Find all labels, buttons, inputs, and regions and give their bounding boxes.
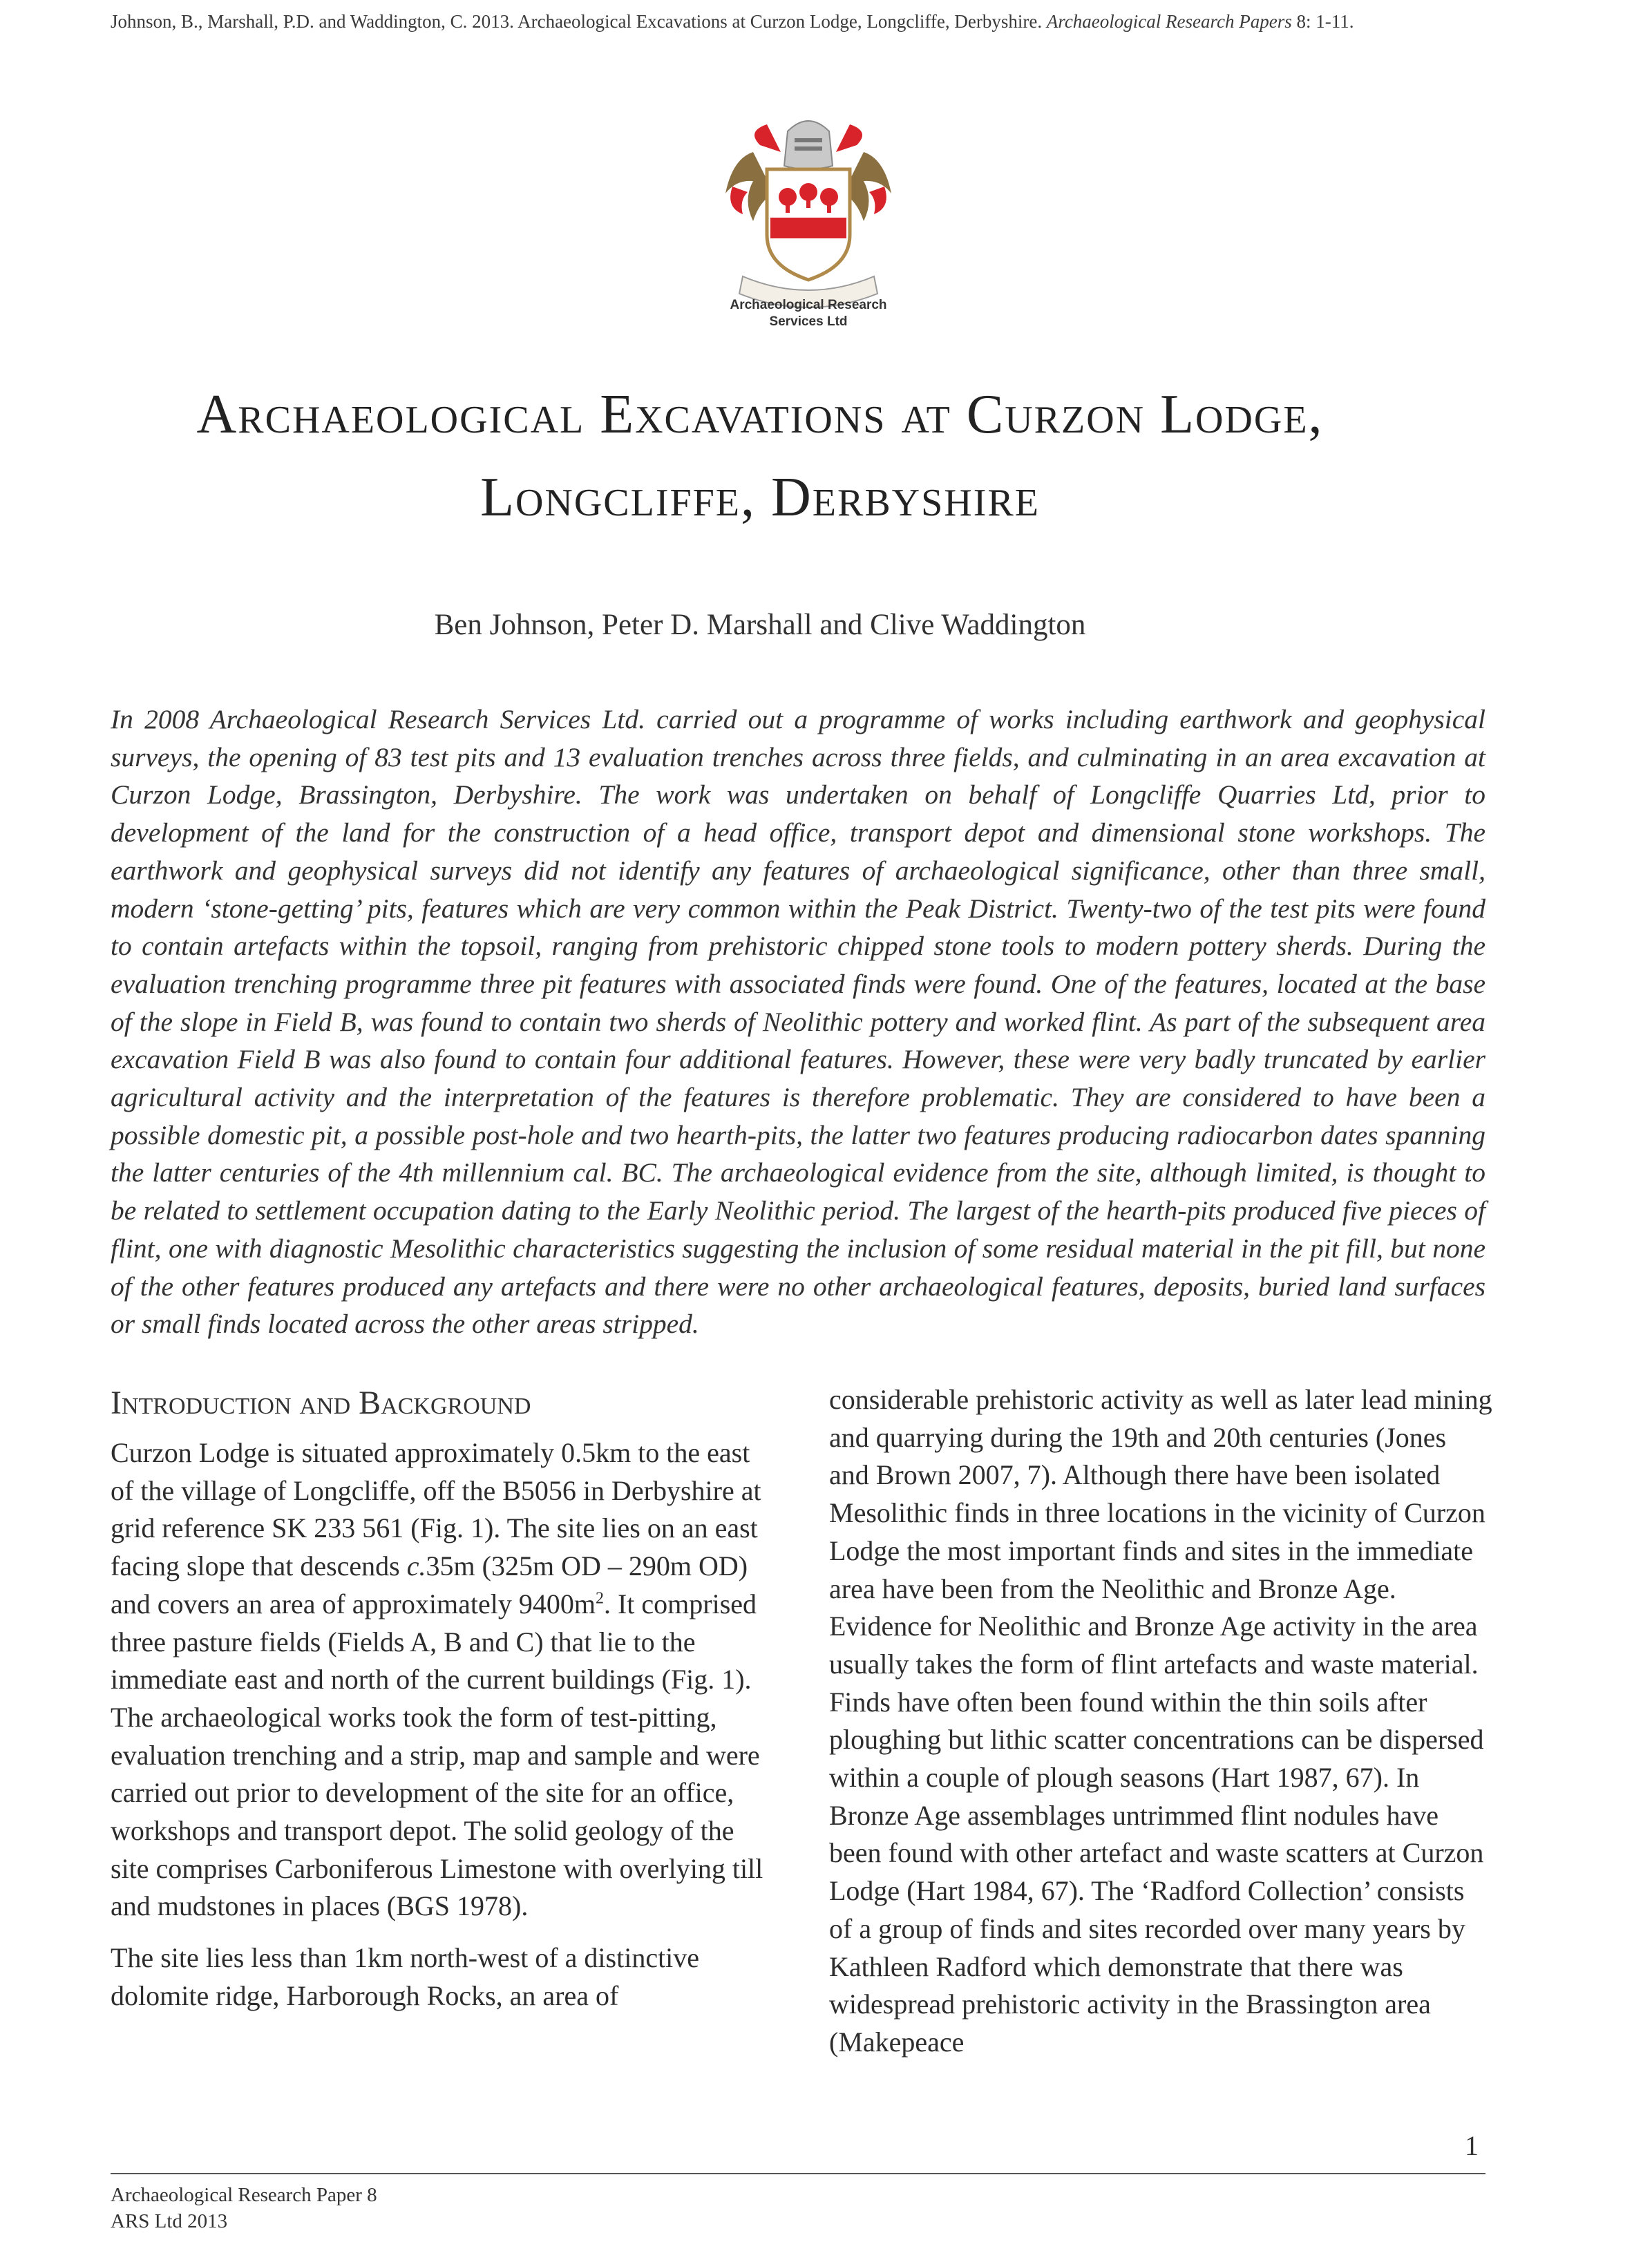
body-column-left xyxy=(111,1380,774,2029)
logo-caption-line1: Archaeological Research xyxy=(730,298,887,312)
section-heading-introduction: Introduction and Background xyxy=(111,1385,531,1421)
intro-paragraph-2: The site lies less than 1km north-west of a distinctive dolomite ridge, Harborough Rocks, an area of xyxy=(111,1942,700,2011)
text-run: . It comprised three pasture fields (Fields A, B and C) that lie to the immediate east and north of the current buildings (Fig. 1). The archaeological works took the form of test-pitting, evaluation trenching and a strip, map and sample and were carried out prior to development of the site for an office, workshops and transport depot. The solid geology of the site comprises Carboniferous Limestone with overlying till and mudstones in places (BGS 1978). xyxy=(111,1588,763,1922)
authors: Ben Johnson, Peter D. Marshall and Clive Waddington xyxy=(434,609,1086,641)
logo-caption-line2: Services Ltd xyxy=(769,314,848,329)
citation-header xyxy=(111,7,1485,36)
footer-line1: Archaeological Research Paper 8 xyxy=(111,2184,377,2206)
text-run: Curzon Lodge is situated approximately 0.5km to the east of the village of Longcliffe, off the B5056 in Derbyshire at grid reference SK 233 561 (Fig. 1). The site lies on an east facing slope that descends xyxy=(111,1437,761,1582)
paper-title xyxy=(69,373,1451,539)
title-line1: Archaeological Excavations at Curzon Lodge, xyxy=(196,384,1324,445)
footer-line2: ARS Ltd 2013 xyxy=(111,2210,228,2232)
footer-divider xyxy=(111,2173,1485,2174)
citation-text: Johnson, B., Marshall, P.D. and Waddington, C. 2013. Archaeological Excavations at Curzon Lodge, Longcliffe, Derbyshire. xyxy=(111,11,1043,32)
abstract: In 2008 Archaeological Research Services Ltd. carried out a programme of works including earthwork and geophysical surveys, the opening of 83 test pits and 13 evaluation trenches across three fields, and culminating in an area excavation at Curzon Lodge, Brassington, Derbyshire. The work was undertaken on behalf of Longcliffe Quarries Ltd, prior to development of the land for the construction of a head office, transport depot and dimensional stone workshops. The earthwork and geophysical surveys did not identify any features of archaeological significance, other than three small, modern ‘stone-getting’ pits, features which are very common within the Peak District. Twenty-two of the test pits were found to contain artefacts within the topsoil, ranging from prehistoric chipped stone tools to modern pottery sherds. During the evaluation trenching programme three pit features with associated finds were found. One of the features, located at the base of the slope in Field B, was found to contain two sherds of Neolithic pottery and worked flint. As part of the subsequent area excavation Field B was also found to contain four additional features. However, these were very badly truncated by earlier agricultural activity and the interpretation of the features is therefore problematic. They are considered to have been a possible domestic pit, a possible post-hole and two hearth-pits, the latter two features producing radiocarbon dates spanning the latter centuries of the 4th millennium cal. BC. The archaeological evidence from the site, although limited, is thought to be related to settlement occupation dating to the Early Neolithic period. The largest of the hearth-pits produced five pieces of flint, one with diagnostic Mesolithic characteristics suggesting the inclusion of some residual material in the pit fill, but none of the other features produced any artefacts and there were no other archaeological features, deposits, buried land surfaces or small finds located across the other areas stripped. xyxy=(111,704,1485,1340)
body-column-right xyxy=(829,1381,1492,2075)
text-run: 35m (325m OD – 290m OD) and covers an area of approximately 9400m xyxy=(111,1550,748,1619)
title-line2: Longcliffe, Derbyshire xyxy=(480,467,1040,528)
crest-icon xyxy=(705,104,912,311)
intro-paragraph-3: considerable prehistoric activity as well as later lead mining and quarrying during the 19th and 20th centuries (Jones and Brown 2007, 7). Although there have been isolated Mesolithic finds in three locations in the vicinity of Curzon Lodge the most important finds and sites in the immediate area have been from the Neolithic and Bronze Age. Evidence for Neolithic and Bronze Age activity in the area usually takes the form of flint artefacts and waste material. Finds have often been found within the thin soils after ploughing but lithic scatter concentrations can be dispersed within a couple of plough seasons (Hart 1987, 67). In Bronze Age assemblages untrimmed flint nodules have been found with other artefact and waste scatters at Curzon Lodge (Hart 1984, 67). The ‘Radford Collection’ consists of a group of finds and sites recorded over many years by Kathleen Radford which demonstrate that there was widespread prehistoric activity in the Brassington area (Makepeace xyxy=(829,1384,1492,2058)
logo-caption xyxy=(663,297,953,330)
superscript: 2 xyxy=(595,1589,604,1608)
page-number: 1 xyxy=(1465,2130,1479,2161)
citation-pages: 8: 1-11. xyxy=(1296,11,1354,32)
citation-journal: Archaeological Research Papers xyxy=(1046,11,1292,32)
intro-paragraph-1 xyxy=(111,1434,774,1926)
text-run-italic: c. xyxy=(406,1550,426,1582)
footer xyxy=(111,2182,377,2234)
